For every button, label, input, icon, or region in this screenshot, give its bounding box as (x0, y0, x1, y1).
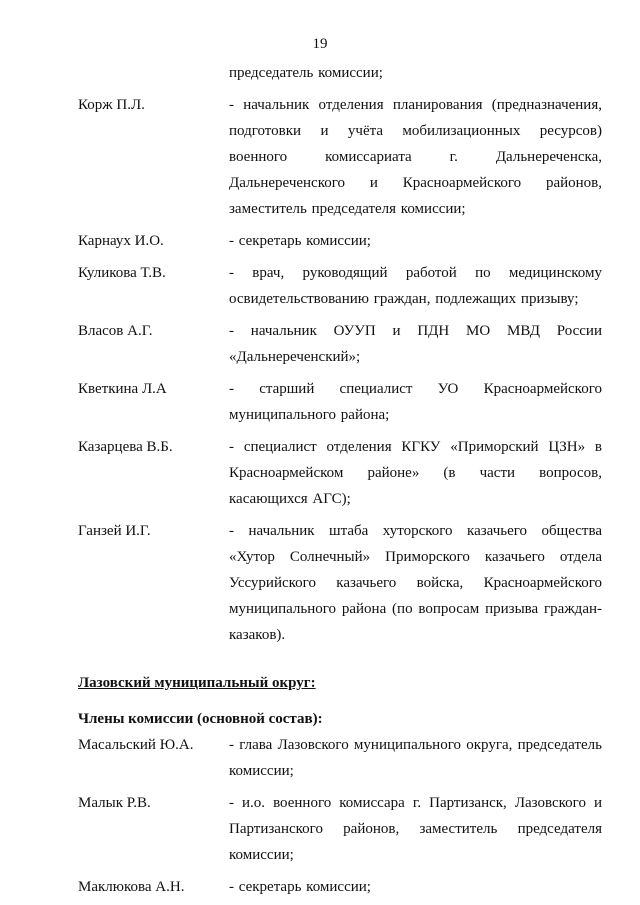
member-name: Кветкина Л.А (78, 381, 167, 397)
page-number: 19 (312, 36, 328, 52)
member-name: Ганзей И.Г. (78, 523, 151, 539)
member-row (78, 732, 602, 784)
member-name: Малык Р.В. (78, 795, 151, 811)
member-row (78, 228, 602, 254)
member-name: Корж П.Л. (78, 97, 145, 113)
member-row (78, 874, 602, 900)
member-name: Карнаух И.О. (78, 233, 164, 249)
lead-line: председатель комиссии; (229, 65, 383, 81)
member-role: - старший специалист УО Красноармейского муниципального района; (229, 381, 602, 423)
member-role: - секретарь комиссии; (229, 233, 371, 249)
member-role: - и.о. военного комиссара г. Партизанск, Лазовского и Партизанского районов, заместитель председателя комиссии; (229, 795, 602, 863)
member-name: Масальский Ю.А. (78, 737, 194, 753)
member-row (78, 318, 602, 370)
member-role: - начальник штаба хуторского казачьего общества «Хутор Солнечный» Приморского казачьего отдела Уссурийского казачьего войска, Красноармейского муниципального района (по вопросам призыва граждан-казаков). (229, 523, 602, 643)
member-role: - начальник отделения планирования (предназначения, подготовки и учёта мобилизационных ресурсов) военного комиссариата г. Дальнереченска, Дальнереченского и Красноармейского районов, заместитель председателя комиссии; (229, 97, 602, 217)
member-role: - начальник ОУУП и ПДН МО МВД России «Дальнереченский»; (229, 323, 602, 365)
member-name: Казарцева В.Б. (78, 439, 173, 455)
member-row (78, 518, 602, 648)
document-body (78, 60, 602, 900)
section-heading: Лазовский муниципальный округ: (78, 675, 316, 691)
member-role: - врач, руководящий работой по медицинскому освидетельствованию граждан, подлежащих призыву; (229, 265, 602, 307)
member-role: - глава Лазовского муниципального округа, председатель комиссии; (229, 737, 602, 779)
member-role: - специалист отделения КГКУ «Приморский ЦЗН» в Красноармейском районе» (в части вопросов, касающихся АГС); (229, 439, 602, 507)
member-name: Маклюкова А.Н. (78, 879, 185, 895)
member-row (78, 92, 602, 222)
member-row (78, 376, 602, 428)
member-name: Власов А.Г. (78, 323, 153, 339)
member-row (78, 790, 602, 868)
member-name: Куликова Т.В. (78, 265, 166, 281)
member-role: - секретарь комиссии; (229, 879, 371, 895)
member-row (78, 260, 602, 312)
section-subheading: Члены комиссии (основной состав): (78, 711, 323, 727)
member-row (78, 434, 602, 512)
